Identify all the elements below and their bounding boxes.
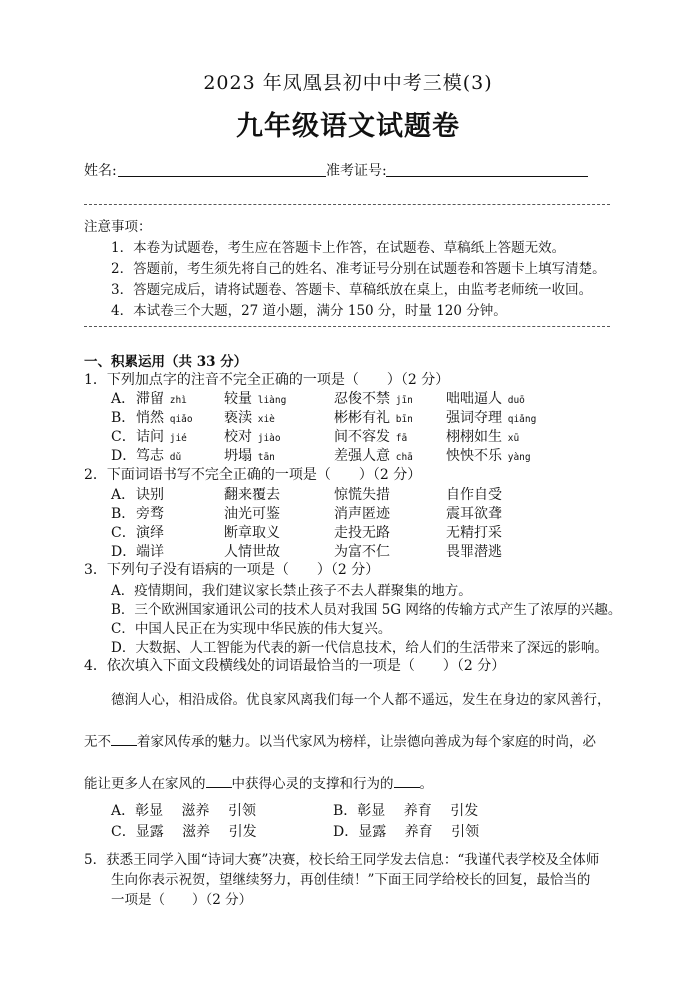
option: B．彰显 养育 引发: [333, 803, 479, 819]
option-label: B．: [111, 410, 136, 426]
word: 无精打采: [446, 525, 502, 541]
word: 咄咄逼人: [446, 391, 502, 407]
pinyin: jié: [164, 433, 187, 444]
pinyin: bīn: [390, 414, 413, 425]
option-label: A．: [111, 391, 136, 407]
name-label: 姓名:: [84, 163, 117, 179]
word: 油光可鉴: [224, 506, 280, 522]
pinyin: duō: [502, 395, 525, 406]
word: 演绎: [136, 525, 164, 541]
word: 消声匿迹: [334, 506, 390, 522]
word: 诀别: [136, 487, 164, 503]
pinyin: xū: [502, 433, 520, 444]
word: 校对: [224, 429, 252, 445]
word: 旁骛: [136, 506, 164, 522]
exam-title: 2023 年凤凰县初中中考三模(3): [203, 72, 493, 94]
passage-line: 无不 着家风传承的魅力。以当代家风为榜样，让崇德向善成为每个家庭的时尚，必: [84, 734, 596, 750]
pinyin: zhì: [164, 395, 187, 406]
word-with-pinyin: [224, 388, 286, 408]
word-with-pinyin: [334, 388, 413, 408]
notice-item: 3．答题完成后，请将试题卷、答题卡、草稿纸放在桌上，由监考老师统一收回。: [111, 282, 593, 298]
word: 端详: [136, 544, 164, 560]
word: 断章取义: [224, 525, 280, 541]
question-stem: 1．下列加点字的注音不完全正确的一项是（ ）（2 分）: [84, 372, 450, 388]
word-with-pinyin: [446, 407, 536, 427]
word: 悄然: [136, 410, 164, 426]
notice-heading: 注意事项：: [84, 219, 152, 235]
word: 彬彬有礼: [334, 410, 390, 426]
option-text: B．三个欧洲国家通讯公司的技术人员对我国 5G 网络的传输方式产生了浓厚的兴趣。: [111, 602, 622, 618]
option-text: A．疫情期间，我们建议家长禁止孩子不去人群聚集的地方。: [111, 583, 472, 599]
option-label: C．: [111, 525, 136, 541]
question-stem-cont: 生向你表示祝贺，望继续努力，再创佳绩！”下面王同学给校长的回复，最恰当的: [111, 872, 591, 888]
pinyin: xiè: [252, 414, 275, 425]
word: 诘问: [136, 429, 164, 445]
pinyin: qiǎo: [164, 414, 193, 425]
pinyin: dǔ: [164, 452, 182, 463]
word-with-pinyin: [136, 407, 193, 427]
word-with-pinyin: [224, 426, 281, 446]
question-stem: 2．下面词语书写不完全正确的一项是（ ）（2 分）: [84, 467, 422, 483]
question-stem: 4．依次填入下面文段横线处的词语最恰当的一项是（ ）（2 分）: [84, 658, 506, 674]
paper-title: 九年级语文试题卷: [236, 111, 460, 142]
option: C．显露 滋养 引发: [111, 824, 257, 840]
option: A．彰显 滋养 引领: [111, 803, 257, 819]
word-with-pinyin: [224, 407, 275, 427]
word: 为富不仁: [334, 544, 390, 560]
word: 笃志: [136, 448, 164, 464]
word: 亵渎: [224, 410, 252, 426]
word: 人情世故: [224, 544, 280, 560]
word: 翻来覆去: [224, 487, 280, 503]
option-text: D．大数据、人工智能为代表的新一代信息技术，给人们的生活带来了深远的影响。: [111, 640, 608, 656]
word-with-pinyin: [136, 426, 187, 446]
passage-line: 德润人心，相沿成俗。优良家风离我们每一个人都不遥远，发生在身边的家风善行，: [111, 692, 611, 708]
fill-blank[interactable]: [206, 776, 232, 788]
word-with-pinyin: [334, 426, 407, 446]
option-label: D．: [111, 544, 137, 560]
word-with-pinyin: [334, 407, 413, 427]
word: 较量: [224, 391, 252, 407]
word: 震耳欲聋: [446, 506, 502, 522]
word: 自作自受: [446, 487, 502, 503]
word: 畏罪潜逃: [446, 544, 502, 560]
question-stem: 3．下列句子没有语病的一项是（ ）（2 分）: [84, 562, 380, 578]
word: 强词夺理: [446, 410, 502, 426]
pinyin: liàng: [252, 395, 287, 406]
pinyin: qiǎng: [502, 414, 537, 425]
option-label: D．: [111, 448, 137, 464]
pinyin: yàng: [502, 452, 531, 463]
pinyin: jiào: [252, 433, 281, 444]
word: 坍塌: [224, 448, 252, 464]
option: D．显露 养育 引领: [333, 824, 480, 840]
pinyin: chā: [390, 452, 413, 463]
word-with-pinyin: [224, 445, 275, 465]
section-heading: 一、积累运用（共 33 分）: [84, 354, 248, 370]
word: 滞留: [136, 391, 164, 407]
fill-blank[interactable]: [394, 776, 420, 788]
notice-item: 1．本卷为试题卷，考生应在答题卡上作答，在试题卷、草稿纸上答题无效。: [111, 240, 566, 256]
word-with-pinyin: [136, 388, 187, 408]
word: 栩栩如生: [446, 429, 502, 445]
fill-blank[interactable]: [111, 734, 137, 746]
name-field[interactable]: [118, 176, 326, 177]
word-with-pinyin: [446, 388, 525, 408]
exam-id-field[interactable]: [386, 176, 588, 177]
option-label: B．: [111, 506, 136, 522]
pinyin: tān: [252, 452, 275, 463]
question-stem-cont: 一项是（ ）（2 分）: [111, 892, 253, 908]
notice-item: 4．本试卷三个大题，27 道小题，满分 150 分，时量 120 分钟。: [111, 303, 507, 319]
option-text: C．中国人民正在为实现中华民族的伟大复兴。: [111, 621, 392, 637]
word: 走投无路: [334, 525, 390, 541]
pinyin: fā: [390, 433, 408, 444]
word: 间不容发: [334, 429, 390, 445]
divider-bottom: [84, 326, 610, 327]
notice-item: 2．答题前，考生须先将自己的姓名、准考证号分别在试题卷和答题卡上填写清楚。: [111, 261, 606, 277]
word-with-pinyin: [446, 445, 531, 465]
passage-line: 能让更多人在家风的 中获得心灵的支撑和行为的 。: [84, 776, 433, 792]
question-stem: 5．获悉王同学入围“诗词大赛”决赛，校长给王同学发去信息：“我谨代表学校及全体师: [84, 852, 600, 868]
option-label: C．: [111, 429, 136, 445]
divider-top: [84, 204, 610, 205]
exam-id-label: 准考证号:: [326, 163, 387, 179]
word: 忍俊不禁: [334, 391, 390, 407]
pinyin: jīn: [390, 395, 413, 406]
word-with-pinyin: [446, 426, 519, 446]
word: 惊慌失措: [334, 487, 390, 503]
word: 怏怏不乐: [446, 448, 502, 464]
word-with-pinyin: [136, 445, 181, 465]
option-label: A．: [111, 487, 136, 503]
word: 差强人意: [334, 448, 390, 464]
word-with-pinyin: [334, 445, 413, 465]
